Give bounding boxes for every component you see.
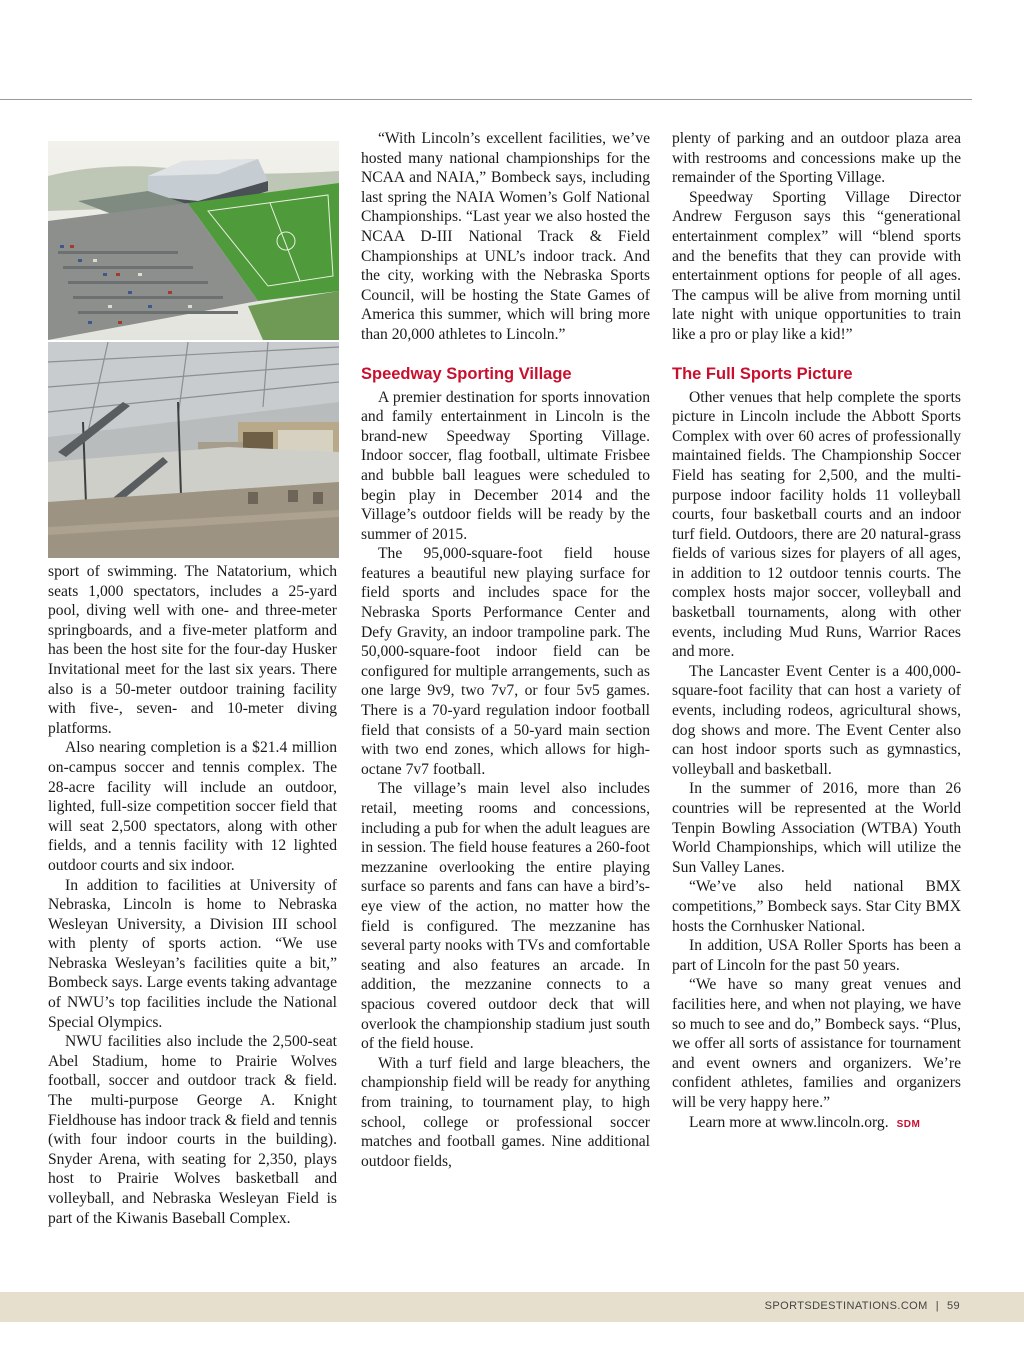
- body-paragraph: With a turf field and large bleachers, the championship field will be ready for anything from training, to tournament play, to high school, college or professional soccer matches and football games. Nine additional outdoor fields,: [361, 1054, 650, 1170]
- section-heading-speedway: Speedway Sporting Village: [361, 364, 572, 383]
- sdm-end-mark: SDM: [896, 1118, 921, 1130]
- footer-folio: [765, 1300, 960, 1312]
- body-paragraph: Other venues that help complete the sports picture in Lincoln include the Abbott Sports Complex with over 60 acres of professionally maintained fields. The Championship Soccer Field has seating for 2,500, and the multi-purpose indoor facility holds 11 volleyball courts, four basketball courts and an indoor turf field. Outdoors, there are 20 natural-grass fields of various sizes for players of all ages, in addition to 12 outdoor tennis courts. The complex hosts major soccer, volleyball and basketball tournaments, along with other events, including Mud Runs, Warrior Races and more.: [672, 388, 961, 661]
- body-paragraph: “We have so many great venues and facilities here, and when not playing, we have so much to see and do,” Bombeck says. “Plus, we offer all sorts of assistance for tournament and event owners and organizers. We’re confident athletes, families and organizers will be very happy here.”: [672, 976, 961, 1111]
- body-paragraph: In addition, USA Roller Sports has been a part of Lincoln for the past 50 years.: [672, 937, 961, 974]
- body-paragraph: “With Lincoln’s excellent facilities, we’ve hosted many national championships for the NCAA and NAIA,” Bombeck says, including last spring the NAIA Women’s Golf National Championships. “Last year we also hosted the NCAA D-III National Track & Field Championships at UNL’s indoor track. And the city, working with the Nebraska Sports Council, will be hosting the State Games of America this summer, which will bring more than 20,000 athletes to Lincoln.”: [361, 130, 650, 343]
- body-paragraph: In addition to facilities at University of Nebraska, Lincoln is home to Nebraska Wesleyan University, a Division III school with plenty of sports action. “We use Nebraska Wesleyan’s facilities quite a bit,” Bombeck says. Large events taking advantage of NWU’s top facilities include the National Special Olympics.: [48, 876, 337, 1031]
- body-paragraph: The village’s main level also includes retail, meeting rooms and concessions, including a pub for when the adult leagues are in session. The field house features a 260-foot mezzanine overlooking the entire playing surface so parents and fans can have a bird’s-eye view of the action, no matter how the field is configured. The mezzanine has several party nooks with TVs and comfortable seating and also features an arcade. In addition, the mezzanine connects to a spacious covered outdoor deck that will overlook the championship stadium just south of the field house.: [361, 780, 650, 1053]
- article-column-1: [48, 562, 337, 1228]
- body-paragraph: The 95,000-square-foot field house features a beautiful new playing surface for field sports and includes space for the Nebraska Sports Performance Center and Defy Gravity, an indoor trampoline park. The 50,000-square-foot indoor field can be configured for multiple arrangements, such as one large 9v9, two 7v7, or four 5v5 games. There is a 70-yard regulation indoor football field that consists of a 50-yard main section with two end zones, which allows for high-octane 7v7 football.: [361, 545, 650, 778]
- closing-paragraph: [672, 1113, 961, 1135]
- field-house-interior-photo: [48, 342, 339, 558]
- footer-separator: |: [935, 1300, 939, 1312]
- footer-site-name: SPORTSDESTINATIONS.COM: [764, 1300, 928, 1312]
- header-rule: [0, 99, 972, 100]
- body-paragraph: Also nearing completion is a $21.4 million on-campus soccer and tennis complex. The 28-acre facility will include an outdoor, lighted, full-size competition soccer field that will seat 2,500 spectators, along with other fields, and a tennis facility with 12 lighted outdoor courts and six indoor.: [48, 739, 337, 874]
- field-house-aerial-photo: [48, 141, 339, 340]
- page-number: 59: [946, 1300, 960, 1312]
- learn-more-text: Learn more at www.lincoln.org.: [689, 1113, 889, 1131]
- body-paragraph: A premier destination for sports innovation and family entertainment in Lincoln is the brand-new Speedway Sporting Village. Indoor soccer, flag football, ultimate Frisbee and bubble ball leagues were scheduled to begin play in December 2014 and the Village’s outdoor fields will be ready by the summer of 2015.: [361, 388, 650, 543]
- article-column-3: [672, 129, 961, 1134]
- body-paragraph: In the summer of 2016, more than 26 countries will be represented at the World Tenpin Bowling Association (WTBA) Youth World Championships, which will utilize the Sun Valley Lanes.: [672, 780, 961, 876]
- body-paragraph: sport of swimming. The Natatorium, which seats 1,000 spectators, includes a 25-yard pool, diving well with one- and three-meter springboards, and a five-meter platform and has been the host site for the four-day Husker Invitational meet for the last six years. There also is a 50-meter outdoor training facility with five-, seven- and 10-meter diving platforms.: [48, 563, 337, 737]
- section-heading-full-sports-picture: The Full Sports Picture: [672, 364, 853, 383]
- article-column-2: [361, 129, 650, 1171]
- page-footer: [0, 1292, 1024, 1322]
- body-paragraph: The Lancaster Event Center is a 400,000-square-foot facility that can host a variety of events, including rodeos, agricultural shows, dog shows and more. The Event Center also can host indoor sports such as gymnastics, volleyball and basketball.: [672, 662, 961, 778]
- body-paragraph: “We’ve also held national BMX competitions,” Bombeck says. Star City BMX hosts the Cornhusker National.: [672, 878, 961, 935]
- body-paragraph: NWU facilities also include the 2,500-seat Abel Stadium, home to Prairie Wolves football, soccer and outdoor track & field. The multi-purpose George A. Knight Fieldhouse has indoor track & field and tennis (with four indoor courts in the building). Snyder Arena, with seating for 2,350, plays host to Prairie Wolves basketball and volleyball, and Nebraska Wesleyan Field is part of the Kiwanis Baseball Complex.: [48, 1033, 337, 1227]
- body-paragraph: plenty of parking and an outdoor plaza area with restrooms and concessions make up the remainder of the Sporting Village.: [672, 130, 961, 187]
- body-paragraph: Speedway Sporting Village Director Andrew Ferguson says this “generational entertainment complex” will “blend sports and the benefits that they can provide with entertainment options for people of all ages. The campus will be alive from morning until late night with unique opportunities to train like a pro or play like a kid!”: [672, 188, 961, 343]
